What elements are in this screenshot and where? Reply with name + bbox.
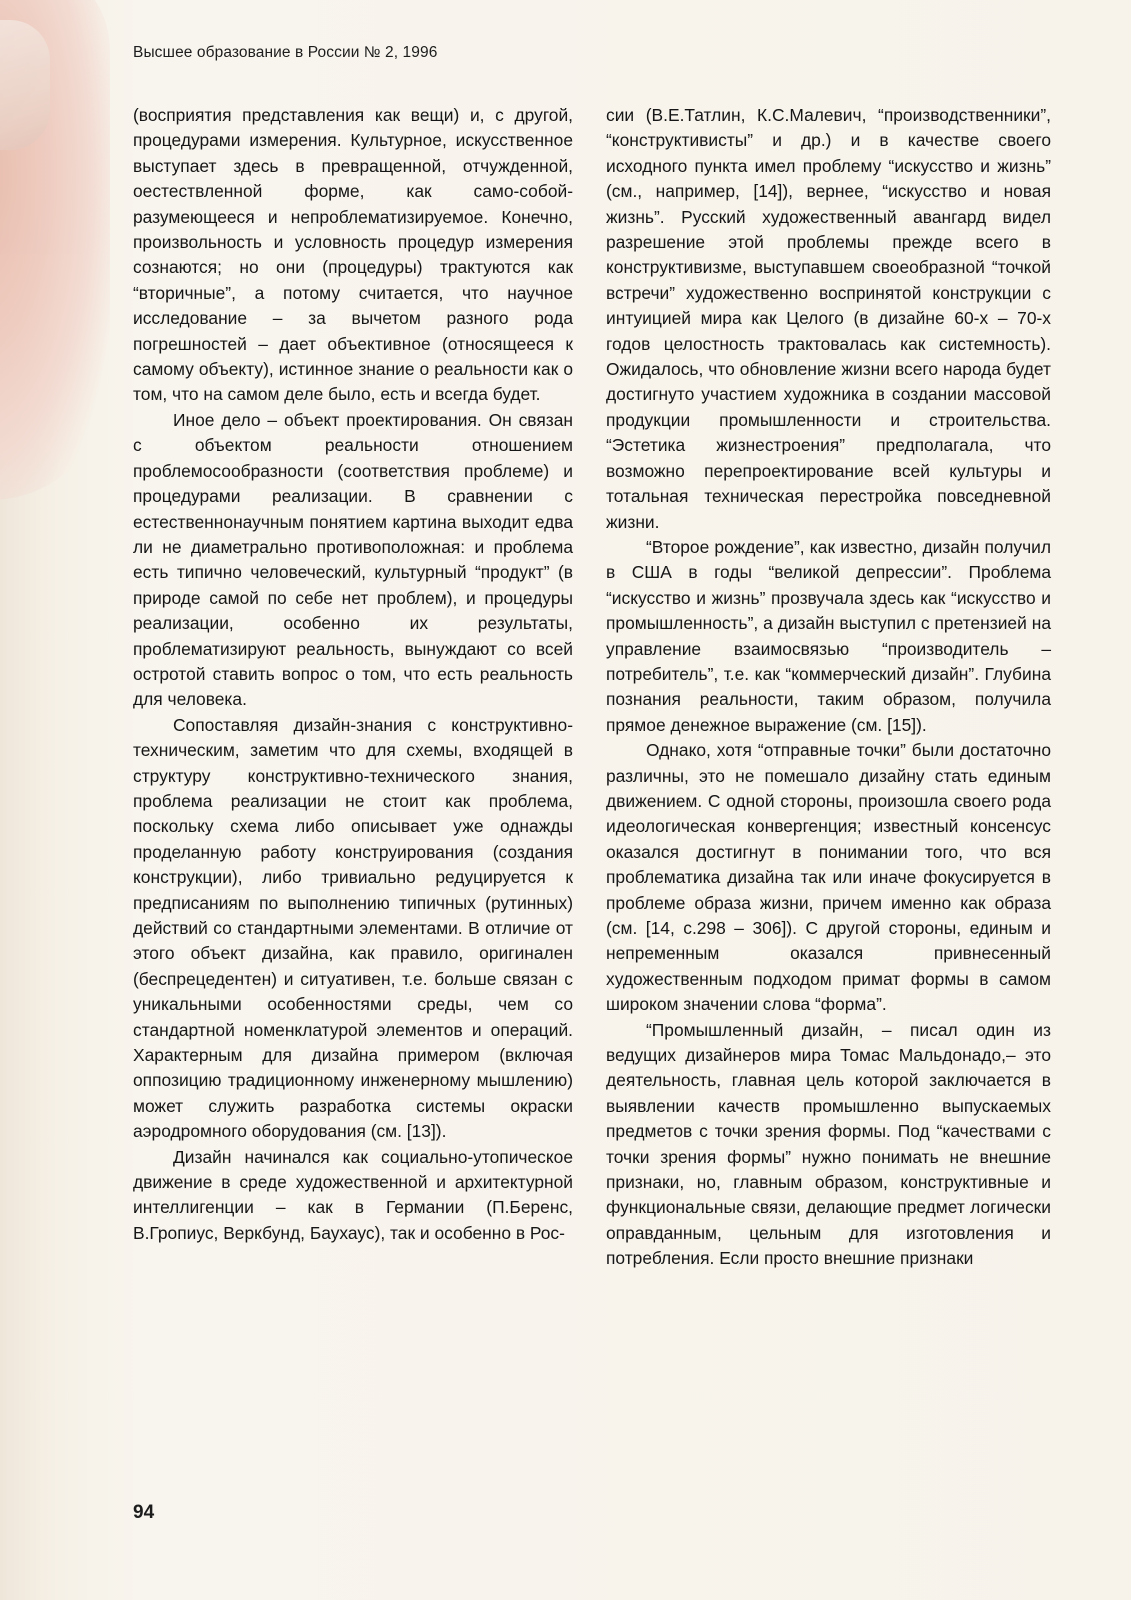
paragraph: Иное дело – объект проектирования. Он связан с объектом реальности отношением проблемосообразности (соответствия проблеме) и процедурами реализации. В сравнении с естественнонаучным понятием картина выходит едва ли не диаметрально противоположная: и проблема есть типично человеческий, культурный “продукт” (в природе самой по себе нет проблем), и процедуры реализации, особенно их результаты, проблематизируют реальность, вынуждают со всей остротой ставить вопрос о том, что есть реальность для человека. (133, 409, 573, 710)
page-number: 94 (133, 1502, 155, 1523)
left-column (133, 103, 573, 1246)
paragraph: (восприятия представления как вещи) и, с другой, процедурами измерения. Культурное, искусственное выступает здесь в превращенной, отчужденной, оестествленной форме, как само-собой-разумеющееся и непроблематизируемое. Конечно, произвольность и условность процедур измерения сознаются; но они (процедуры) трактуются как “вторичные”, а потому считается, что научное исследование – за вычетом разного рода погрешностей – дает объективное (относящееся к самому объекту), истинное знание о реальности как о том, что на самом деле было, есть и всегда будет. (133, 105, 573, 405)
paragraph: “Промышленный дизайн, – писал один из ведущих дизайнеров мира Томас Мальдонадо,– это деятельность, главная цель которой заключается в выявлении качеств промышленно выпускаемых предметов с точки зрения формы. Под “качествами с точки зрения формы” нужно понимать не внешние признаки, но, главным образом, конструктивные и функциональные связи, делающие предмет логически оправданным, цельным для изготовления и потребления. Если просто внешние признаки (606, 1019, 1051, 1269)
paragraph: Однако, хотя “отправные точки” были достаточно различны, это не помешало дизайну стать единым движением. С одной стороны, произошла своего рода идеологическая конвергенция; известный консенсус оказался достигнут в понимании того, что вся проблематика дизайна так или иначе фокусируется в проблеме образа жизни, причем именно как образа (см. [14, с.298 – 306]). С другой стороны, единым и непременным оказался привнесенный художественным подходом примат формы в самом широком значении слова “форма”. (606, 740, 1051, 1015)
paragraph: Дизайн начинался как социально-утопическое движение в среде художественной и архитектурной интеллигенции – как в Германии (П.Беренс, В.Гропиус, Веркбунд, Баухаус), так и особенно в Рос- (133, 1146, 573, 1243)
paragraph: “Второе рождение”, как известно, дизайн получил в США в годы “великой депрессии”. Проблема “искусство и жизнь” прозвучала здесь как “искусство и промышленность”, а дизайн выступил с претензией на управление взаимосвязью “производитель – потребитель”, т.е. как “коммерческий дизайн”. Глубина познания реальности, таким образом, получила прямое денежное выражение (см. [15]). (606, 536, 1051, 735)
paragraph: сии (В.Е.Татлин, К.С.Малевич, “производственники”, “конструктивисты” и др.) и в качестве своего исходного пункта имел проблему “искусство и жизнь” (см., например, [14]), вернее, “искусство и новая жизнь”. Русский художественный авангард видел разрешение этой проблемы прежде всего в конструктивизме, выступавшем своеобразной “точкой встречи” художественно воспринятой конструкции с интуицией мира как Целого (в дизайне 60-х – 70-х годов целостность трактовалась как системность). Ожидалось, что обновление жизни всего народа будет достигнуто участием художника в создании массовой продукции промышленности и строительства. “Эстетика жизнестроения” предполагала, что возможно перепроектирование всей культуры и тотальная техническая перестройка повседневной жизни. (606, 105, 1051, 532)
right-column (606, 103, 1051, 1272)
thumb-nail (0, 20, 50, 150)
thumb-shadow (0, 0, 110, 500)
paragraph: Сопоставляя дизайн-знания с конструктивно-техническим, заметим что для схемы, входящей в структуру конструктивно-технического знания, проблема реализации не стоит как проблема, поскольку схема либо описывает уже однажды проделанную работу конструирования (создания конструкции), либо тривиально редуцируется к предписаниям по выполнению типичных (рутинных) действий со стандартными элементами. В отличие от этого объект дизайна, как правило, оригинален (беспрецедентен) и ситуативен, т.е. больше связан с уникальными особенностями среды, чем со стандартной номенклатурой элементов и операций. Характерным для дизайна примером (включая оппозицию традиционному инженерному мышлению) может служить разработка системы окраски аэродромного оборудования (см. [13]). (133, 714, 573, 1142)
running-header: Высшее образование в России № 2, 1996 (133, 44, 438, 61)
